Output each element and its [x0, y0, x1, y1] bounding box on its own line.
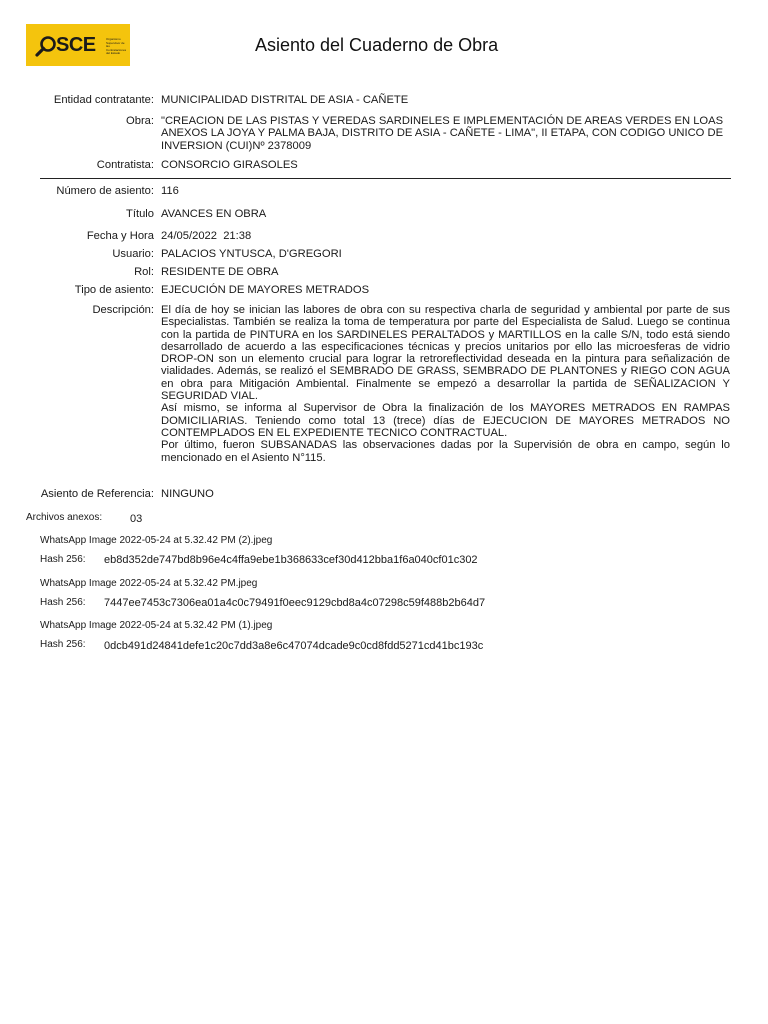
hash-value-3: 0dcb491d24841defe1c20c7dd3a8e6c47074dcade9c0cd8fdd5271cd41bc193c: [104, 640, 484, 652]
anexos-count: 03: [130, 513, 143, 525]
logo-subtitle: Organismo Supervisor de las Contrataciones del Estado: [106, 37, 127, 55]
anexo-file-2[interactable]: WhatsApp Image 2022-05-24 at 5.32.42 PM.jpeg: [40, 578, 258, 589]
entidad-value: MUNICIPALIDAD DISTRITAL DE ASIA - CAÑETE: [161, 94, 409, 106]
numero-value: 116: [161, 185, 179, 197]
entidad-label: Entidad contratante:: [53, 94, 154, 106]
anexo-file-3[interactable]: WhatsApp Image 2022-05-24 at 5.32.42 PM (1).jpeg: [40, 620, 273, 631]
usuario-value: PALACIOS YNTUSCA, D'GREGORI: [161, 248, 342, 260]
tipo-label: Tipo de asiento:: [74, 284, 154, 296]
hash-value-2: 7447ee7453c7306ea01a4c0c79491f0eec9129cbd8a4c07298c59f488b2b64d7: [104, 597, 486, 609]
obra-label: Obra:: [126, 115, 154, 127]
contratista-value: CONSORCIO GIRASOLES: [161, 159, 298, 171]
anexos-label: Archivos anexos:: [26, 512, 103, 523]
rol-label: Rol:: [134, 266, 154, 278]
descripcion-label: Descripción:: [92, 304, 154, 316]
contratista-label: Contratista:: [96, 159, 154, 171]
usuario-label: Usuario:: [112, 248, 154, 260]
descripcion-paragraph-3: Por último, fueron SUBSANADAS las observaciones dadas por la Supervisión de obra en campo, según lo mencionado en el Asiento N°115.: [161, 439, 730, 464]
titulo-label: Título: [126, 208, 154, 220]
hash-value-1: eb8d352de747bd8b96e4c4ffa9ebe1b368633cef30d412bba1f6a040cf01c302: [104, 554, 478, 566]
referencia-label: Asiento de Referencia:: [40, 488, 154, 500]
fecha-label: Fecha y Hora: [86, 230, 154, 242]
fecha-value: 24/05/2022 21:38: [161, 230, 252, 242]
descripcion-paragraph-2: Así mismo, se informa al Supervisor de Obra la finalización de los MAYORES METRADOS EN RAMPAS DOMICILIARIAS. Teniendo como total 13 (trece) días de EJECUCION DE MAYORES METRADOS NO CONTEMPLADOS EN EL EXPEDIENTE TECNICO CONTRACTUAL.: [161, 402, 730, 439]
hash-label-1: Hash 256:: [40, 554, 86, 565]
descripcion-paragraph-1: El día de hoy se inician las labores de obra con su respectiva charla de seguridad y ambiental por parte de sus Especialistas. También se realiza la toma de temperatura por parte del Especialista de Salud. Luego se continua con la partida de PINTURA en los SARDINELES PERALTADOS y MARTILLOS en la calle S/N, todo está siendo desarrollado de acuerdo a las especificaciones técnicas y precios unitarios por ello las microesferas de vidrio DROP-ON son un elemento crucial para lograr la retroreflectividad deseada en la pintura para señalización de vialidades. Además, se realizó el SEMBRADO DE GRASS, SEMBRADO DE PLANTONES y RIEGO CON AGUA en obra para Mitigación Ambiental. Finalmente se empezó a desarrollar la partida de SEÑALIZACION Y SEGURIDAD VIAL.: [161, 304, 730, 403]
tipo-value: EJECUCIÓN DE MAYORES METRADOS: [161, 284, 370, 296]
page-title: Asiento del Cuaderno de Obra: [255, 35, 499, 55]
titulo-value: AVANCES EN OBRA: [161, 208, 267, 220]
logo-text: SCE: [56, 34, 96, 56]
rol-value: RESIDENTE DE OBRA: [161, 266, 279, 278]
divider: [40, 178, 731, 179]
osce-logo: [26, 24, 130, 66]
hash-label-2: Hash 256:: [40, 597, 86, 608]
referencia-value: NINGUNO: [161, 488, 214, 500]
numero-label: Número de asiento:: [56, 185, 154, 197]
descripcion-value: [161, 304, 730, 464]
anexo-file-1[interactable]: WhatsApp Image 2022-05-24 at 5.32.42 PM (2).jpeg: [40, 535, 273, 546]
hash-label-3: Hash 256:: [40, 639, 86, 650]
obra-value: "CREACION DE LAS PISTAS Y VEREDAS SARDINELES E IMPLEMENTACIÓN DE AREAS VERDES EN LOAS ANEXOS LA JOYA Y PALMA BAJA, DISTRITO DE ASIA - CAÑETE - LIMA", II ETAPA, CON CODIGO UNICO DE INVERSION (CUI)Nº 2378009: [161, 115, 724, 152]
